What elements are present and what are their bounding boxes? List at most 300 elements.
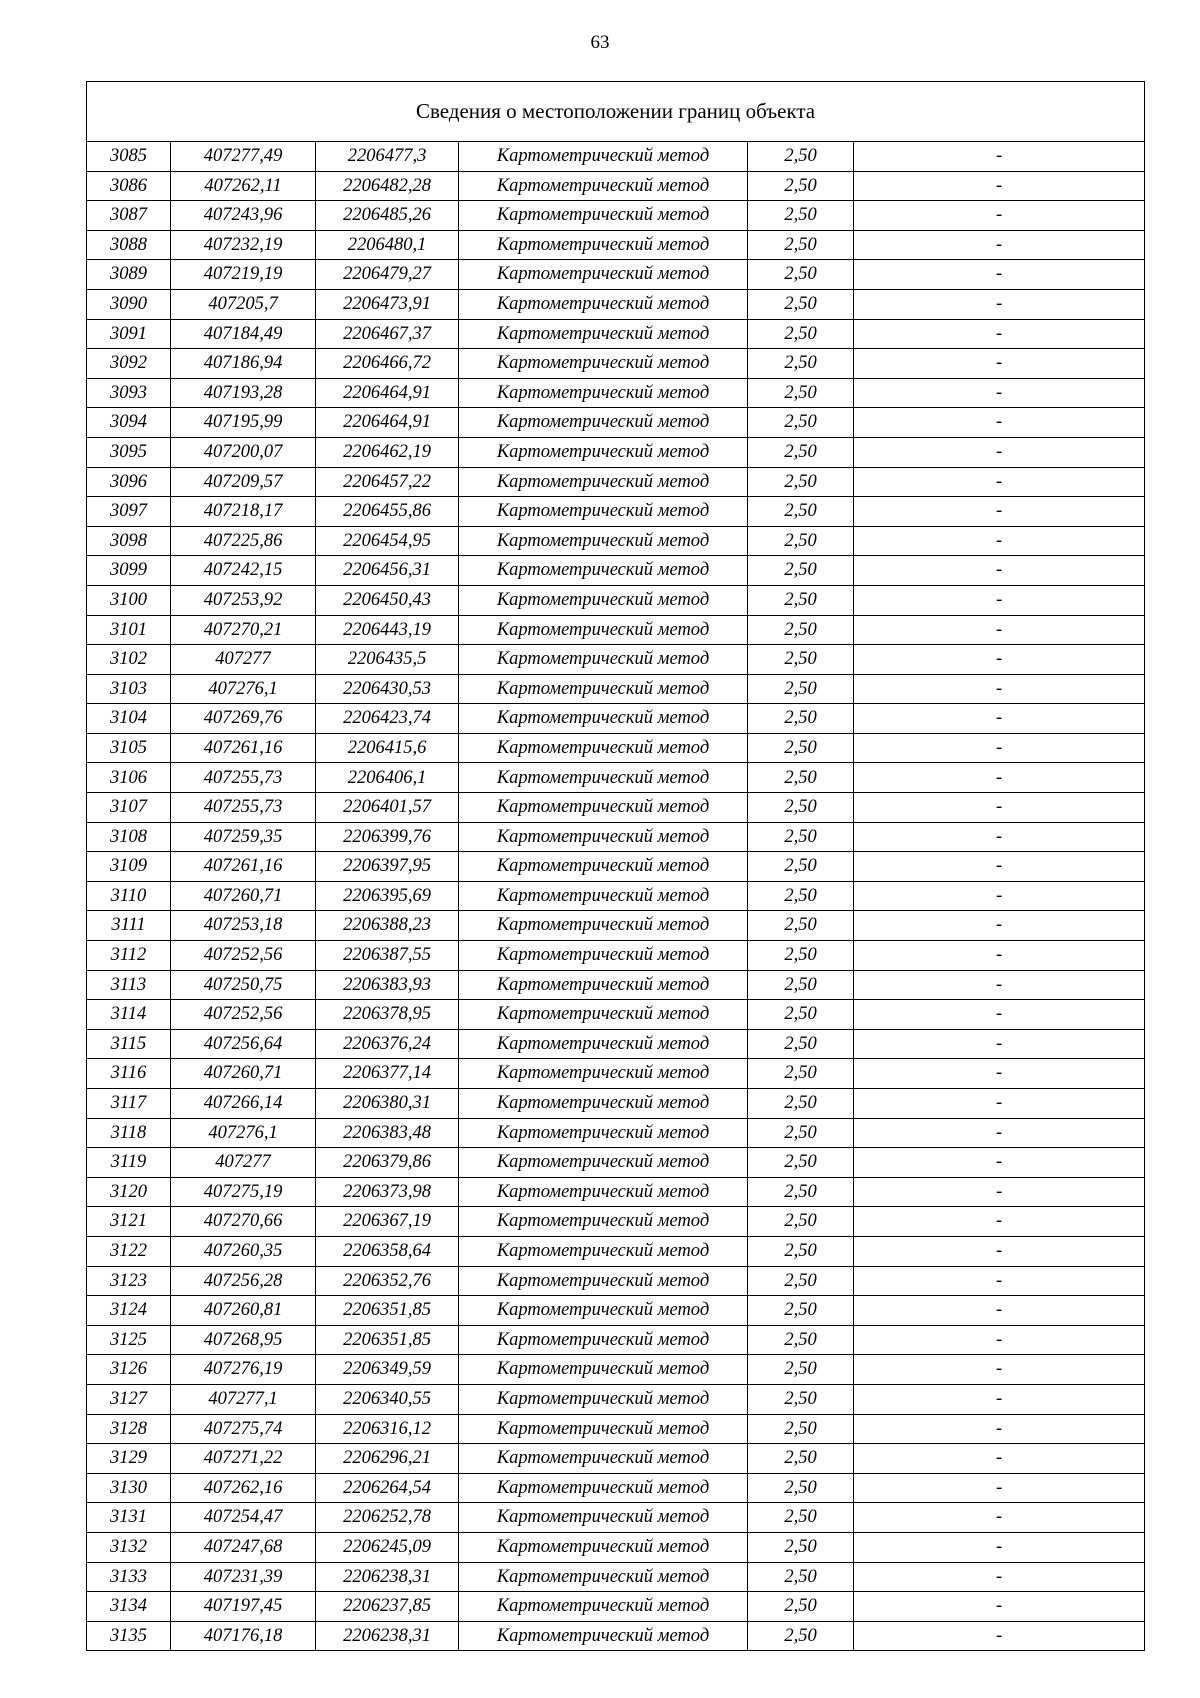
method-cell: Картометрический метод [459,1296,748,1326]
x-coordinate-cell: 407218,17 [171,497,316,527]
method-cell: Картометрический метод [459,1148,748,1178]
point-number-cell: 3097 [87,497,171,527]
accuracy-cell: 2,50 [748,1118,854,1148]
point-number-cell: 3098 [87,526,171,556]
x-coordinate-cell: 407247,68 [171,1532,316,1562]
x-coordinate-cell: 407260,71 [171,1059,316,1089]
accuracy-cell: 2,50 [748,142,854,172]
table-row [87,1384,1145,1414]
x-coordinate-cell: 407255,73 [171,763,316,793]
accuracy-cell: 2,50 [748,1089,854,1119]
point-number-cell: 3100 [87,585,171,615]
x-coordinate-cell: 407277,1 [171,1384,316,1414]
point-number-cell: 3107 [87,793,171,823]
y-coordinate-cell: 2206423,74 [316,704,459,734]
table-row [87,1118,1145,1148]
x-coordinate-cell: 407260,81 [171,1296,316,1326]
method-cell: Картометрический метод [459,556,748,586]
y-coordinate-cell: 2206462,19 [316,437,459,467]
table-row [87,1059,1145,1089]
table-row [87,171,1145,201]
accuracy-cell: 2,50 [748,1148,854,1178]
table-row [87,1532,1145,1562]
note-cell: - [854,378,1145,408]
table-row [87,822,1145,852]
x-coordinate-cell: 407176,18 [171,1621,316,1651]
note-cell: - [854,1029,1145,1059]
method-cell: Картометрический метод [459,408,748,438]
table-row [87,674,1145,704]
table-row [87,289,1145,319]
accuracy-cell: 2,50 [748,1177,854,1207]
accuracy-cell: 2,50 [748,1592,854,1622]
accuracy-cell: 2,50 [748,408,854,438]
note-cell: - [854,1503,1145,1533]
method-cell: Картометрический метод [459,585,748,615]
y-coordinate-cell: 2206367,19 [316,1207,459,1237]
x-coordinate-cell: 407259,35 [171,822,316,852]
accuracy-cell: 2,50 [748,881,854,911]
table-title: Сведения о местоположении границ объекта [87,82,1145,142]
method-cell: Картометрический метод [459,793,748,823]
point-number-cell: 3115 [87,1029,171,1059]
y-coordinate-cell: 2206316,12 [316,1414,459,1444]
table-row [87,793,1145,823]
x-coordinate-cell: 407242,15 [171,556,316,586]
y-coordinate-cell: 2206456,31 [316,556,459,586]
table-row [87,763,1145,793]
page-number: 63 [590,32,610,53]
note-cell: - [854,1325,1145,1355]
table-row [87,497,1145,527]
table-row [87,645,1145,675]
x-coordinate-cell: 407261,16 [171,852,316,882]
method-cell: Картометрический метод [459,260,748,290]
point-number-cell: 3085 [87,142,171,172]
point-number-cell: 3111 [87,911,171,941]
method-cell: Картометрический метод [459,1089,748,1119]
accuracy-cell: 2,50 [748,970,854,1000]
x-coordinate-cell: 407184,49 [171,319,316,349]
x-coordinate-cell: 407209,57 [171,467,316,497]
method-cell: Картометрический метод [459,1118,748,1148]
x-coordinate-cell: 407256,64 [171,1029,316,1059]
y-coordinate-cell: 2206237,85 [316,1592,459,1622]
table-row [87,1089,1145,1119]
table-row [87,260,1145,290]
accuracy-cell: 2,50 [748,585,854,615]
method-cell: Картометрический метод [459,171,748,201]
note-cell: - [854,230,1145,260]
method-cell: Картометрический метод [459,674,748,704]
point-number-cell: 3134 [87,1592,171,1622]
point-number-cell: 3109 [87,852,171,882]
y-coordinate-cell: 2206464,91 [316,408,459,438]
method-cell: Картометрический метод [459,349,748,379]
table-row [87,1473,1145,1503]
note-cell: - [854,497,1145,527]
method-cell: Картометрический метод [459,941,748,971]
point-number-cell: 3090 [87,289,171,319]
method-cell: Картометрический метод [459,289,748,319]
method-cell: Картометрический метод [459,467,748,497]
table-row [87,1592,1145,1622]
table-row [87,911,1145,941]
x-coordinate-cell: 407253,18 [171,911,316,941]
method-cell: Картометрический метод [459,1592,748,1622]
accuracy-cell: 2,50 [748,941,854,971]
point-number-cell: 3103 [87,674,171,704]
note-cell: - [854,526,1145,556]
note-cell: - [854,704,1145,734]
y-coordinate-cell: 2206351,85 [316,1296,459,1326]
table-row [87,941,1145,971]
note-cell: - [854,408,1145,438]
x-coordinate-cell: 407276,1 [171,674,316,704]
table-row [87,526,1145,556]
accuracy-cell: 2,50 [748,615,854,645]
table-row [87,1177,1145,1207]
point-number-cell: 3113 [87,970,171,1000]
y-coordinate-cell: 2206443,19 [316,615,459,645]
point-number-cell: 3089 [87,260,171,290]
y-coordinate-cell: 2206296,21 [316,1444,459,1474]
y-coordinate-cell: 2206480,1 [316,230,459,260]
accuracy-cell: 2,50 [748,1384,854,1414]
point-number-cell: 3130 [87,1473,171,1503]
accuracy-cell: 2,50 [748,437,854,467]
x-coordinate-cell: 407268,95 [171,1325,316,1355]
note-cell: - [854,970,1145,1000]
note-cell: - [854,852,1145,882]
table-row [87,615,1145,645]
x-coordinate-cell: 407243,96 [171,201,316,231]
method-cell: Картометрический метод [459,1000,748,1030]
accuracy-cell: 2,50 [748,1296,854,1326]
note-cell: - [854,733,1145,763]
x-coordinate-cell: 407197,45 [171,1592,316,1622]
note-cell: - [854,911,1145,941]
method-cell: Картометрический метод [459,763,748,793]
method-cell: Картометрический метод [459,1473,748,1503]
accuracy-cell: 2,50 [748,289,854,319]
point-number-cell: 3128 [87,1414,171,1444]
point-number-cell: 3129 [87,1444,171,1474]
point-number-cell: 3105 [87,733,171,763]
note-cell: - [854,1592,1145,1622]
note-cell: - [854,171,1145,201]
y-coordinate-cell: 2206454,95 [316,526,459,556]
note-cell: - [854,1118,1145,1148]
note-cell: - [854,1532,1145,1562]
method-cell: Картометрический метод [459,1503,748,1533]
accuracy-cell: 2,50 [748,1444,854,1474]
accuracy-cell: 2,50 [748,1562,854,1592]
accuracy-cell: 2,50 [748,852,854,882]
accuracy-cell: 2,50 [748,793,854,823]
accuracy-cell: 2,50 [748,1532,854,1562]
accuracy-cell: 2,50 [748,645,854,675]
table-row [87,733,1145,763]
note-cell: - [854,319,1145,349]
method-cell: Картометрический метод [459,378,748,408]
note-cell: - [854,437,1145,467]
y-coordinate-cell: 2206349,59 [316,1355,459,1385]
point-number-cell: 3120 [87,1177,171,1207]
table-row [87,1355,1145,1385]
table-row [87,556,1145,586]
accuracy-cell: 2,50 [748,1059,854,1089]
point-number-cell: 3124 [87,1296,171,1326]
y-coordinate-cell: 2206376,24 [316,1029,459,1059]
method-cell: Картометрический метод [459,1177,748,1207]
table-row [87,970,1145,1000]
accuracy-cell: 2,50 [748,497,854,527]
note-cell: - [854,1177,1145,1207]
point-number-cell: 3110 [87,881,171,911]
y-coordinate-cell: 2206466,72 [316,349,459,379]
point-number-cell: 3106 [87,763,171,793]
accuracy-cell: 2,50 [748,911,854,941]
y-coordinate-cell: 2206430,53 [316,674,459,704]
table-row [87,349,1145,379]
y-coordinate-cell: 2206379,86 [316,1148,459,1178]
method-cell: Картометрический метод [459,733,748,763]
point-number-cell: 3118 [87,1118,171,1148]
note-cell: - [854,585,1145,615]
x-coordinate-cell: 407277 [171,645,316,675]
note-cell: - [854,645,1145,675]
table-row [87,1444,1145,1474]
y-coordinate-cell: 2206401,57 [316,793,459,823]
y-coordinate-cell: 2206482,28 [316,171,459,201]
y-coordinate-cell: 2206464,91 [316,378,459,408]
table-row [87,1414,1145,1444]
accuracy-cell: 2,50 [748,1236,854,1266]
method-cell: Картометрический метод [459,911,748,941]
accuracy-cell: 2,50 [748,674,854,704]
table-body [87,142,1145,1651]
x-coordinate-cell: 407219,19 [171,260,316,290]
y-coordinate-cell: 2206450,43 [316,585,459,615]
x-coordinate-cell: 407275,19 [171,1177,316,1207]
method-cell: Картометрический метод [459,201,748,231]
point-number-cell: 3101 [87,615,171,645]
method-cell: Картометрический метод [459,1059,748,1089]
y-coordinate-cell: 2206395,69 [316,881,459,911]
accuracy-cell: 2,50 [748,1029,854,1059]
note-cell: - [854,1355,1145,1385]
accuracy-cell: 2,50 [748,1414,854,1444]
x-coordinate-cell: 407186,94 [171,349,316,379]
note-cell: - [854,1148,1145,1178]
x-coordinate-cell: 407256,28 [171,1266,316,1296]
x-coordinate-cell: 407200,07 [171,437,316,467]
point-number-cell: 3088 [87,230,171,260]
method-cell: Картометрический метод [459,437,748,467]
note-cell: - [854,1266,1145,1296]
table-row [87,1029,1145,1059]
table-row [87,467,1145,497]
x-coordinate-cell: 407261,16 [171,733,316,763]
table-row [87,1236,1145,1266]
y-coordinate-cell: 2206397,95 [316,852,459,882]
x-coordinate-cell: 407254,47 [171,1503,316,1533]
x-coordinate-cell: 407193,28 [171,378,316,408]
accuracy-cell: 2,50 [748,1000,854,1030]
point-number-cell: 3122 [87,1236,171,1266]
method-cell: Картометрический метод [459,526,748,556]
y-coordinate-cell: 2206352,76 [316,1266,459,1296]
y-coordinate-cell: 2206252,78 [316,1503,459,1533]
y-coordinate-cell: 2206435,5 [316,645,459,675]
method-cell: Картометрический метод [459,852,748,882]
y-coordinate-cell: 2206245,09 [316,1532,459,1562]
point-number-cell: 3093 [87,378,171,408]
accuracy-cell: 2,50 [748,260,854,290]
method-cell: Картометрический метод [459,1414,748,1444]
point-number-cell: 3126 [87,1355,171,1385]
table-row [87,437,1145,467]
point-number-cell: 3125 [87,1325,171,1355]
point-number-cell: 3121 [87,1207,171,1237]
point-number-cell: 3132 [87,1532,171,1562]
table-row [87,1000,1145,1030]
table-row [87,1503,1145,1533]
point-number-cell: 3117 [87,1089,171,1119]
boundary-table-container [86,81,1144,1651]
note-cell: - [854,260,1145,290]
x-coordinate-cell: 407252,56 [171,1000,316,1030]
y-coordinate-cell: 2206351,85 [316,1325,459,1355]
note-cell: - [854,1207,1145,1237]
point-number-cell: 3086 [87,171,171,201]
y-coordinate-cell: 2206473,91 [316,289,459,319]
method-cell: Картометрический метод [459,1355,748,1385]
x-coordinate-cell: 407250,75 [171,970,316,1000]
accuracy-cell: 2,50 [748,1503,854,1533]
x-coordinate-cell: 407276,19 [171,1355,316,1385]
point-number-cell: 3099 [87,556,171,586]
table-row [87,1148,1145,1178]
x-coordinate-cell: 407260,35 [171,1236,316,1266]
x-coordinate-cell: 407232,19 [171,230,316,260]
table-row [87,142,1145,172]
y-coordinate-cell: 2206383,93 [316,970,459,1000]
method-cell: Картометрический метод [459,645,748,675]
accuracy-cell: 2,50 [748,171,854,201]
accuracy-cell: 2,50 [748,319,854,349]
note-cell: - [854,1414,1145,1444]
y-coordinate-cell: 2206388,23 [316,911,459,941]
x-coordinate-cell: 407195,99 [171,408,316,438]
y-coordinate-cell: 2206340,55 [316,1384,459,1414]
note-cell: - [854,941,1145,971]
point-number-cell: 3104 [87,704,171,734]
note-cell: - [854,822,1145,852]
y-coordinate-cell: 2206377,14 [316,1059,459,1089]
y-coordinate-cell: 2206238,31 [316,1621,459,1651]
x-coordinate-cell: 407270,66 [171,1207,316,1237]
boundary-coordinates-table [86,81,1145,1651]
point-number-cell: 3095 [87,437,171,467]
method-cell: Картометрический метод [459,1236,748,1266]
y-coordinate-cell: 2206378,95 [316,1000,459,1030]
accuracy-cell: 2,50 [748,230,854,260]
y-coordinate-cell: 2206387,55 [316,941,459,971]
method-cell: Картометрический метод [459,704,748,734]
table-row [87,378,1145,408]
method-cell: Картометрический метод [459,1207,748,1237]
x-coordinate-cell: 407275,74 [171,1414,316,1444]
accuracy-cell: 2,50 [748,1325,854,1355]
note-cell: - [854,1000,1145,1030]
note-cell: - [854,289,1145,319]
accuracy-cell: 2,50 [748,704,854,734]
y-coordinate-cell: 2206485,26 [316,201,459,231]
x-coordinate-cell: 407255,73 [171,793,316,823]
method-cell: Картометрический метод [459,1562,748,1592]
y-coordinate-cell: 2206399,76 [316,822,459,852]
note-cell: - [854,1089,1145,1119]
x-coordinate-cell: 407277 [171,1148,316,1178]
table-row [87,1296,1145,1326]
y-coordinate-cell: 2206455,86 [316,497,459,527]
accuracy-cell: 2,50 [748,467,854,497]
point-number-cell: 3135 [87,1621,171,1651]
table-row [87,1207,1145,1237]
x-coordinate-cell: 407252,56 [171,941,316,971]
note-cell: - [854,615,1145,645]
point-number-cell: 3112 [87,941,171,971]
y-coordinate-cell: 2206383,48 [316,1118,459,1148]
y-coordinate-cell: 2206380,31 [316,1089,459,1119]
point-number-cell: 3131 [87,1503,171,1533]
x-coordinate-cell: 407269,76 [171,704,316,734]
x-coordinate-cell: 407253,92 [171,585,316,615]
method-cell: Картометрический метод [459,615,748,645]
note-cell: - [854,1384,1145,1414]
table-row [87,230,1145,260]
note-cell: - [854,556,1145,586]
note-cell: - [854,142,1145,172]
table-row [87,1266,1145,1296]
method-cell: Картометрический метод [459,1444,748,1474]
x-coordinate-cell: 407260,71 [171,881,316,911]
y-coordinate-cell: 2206406,1 [316,763,459,793]
y-coordinate-cell: 2206415,6 [316,733,459,763]
method-cell: Картометрический метод [459,1266,748,1296]
accuracy-cell: 2,50 [748,1621,854,1651]
note-cell: - [854,763,1145,793]
note-cell: - [854,1621,1145,1651]
point-number-cell: 3102 [87,645,171,675]
note-cell: - [854,349,1145,379]
method-cell: Картометрический метод [459,230,748,260]
accuracy-cell: 2,50 [748,733,854,763]
table-row [87,852,1145,882]
accuracy-cell: 2,50 [748,763,854,793]
method-cell: Картометрический метод [459,319,748,349]
point-number-cell: 3127 [87,1384,171,1414]
point-number-cell: 3123 [87,1266,171,1296]
note-cell: - [854,1236,1145,1266]
method-cell: Картометрический метод [459,497,748,527]
note-cell: - [854,1473,1145,1503]
method-cell: Картометрический метод [459,881,748,911]
x-coordinate-cell: 407205,7 [171,289,316,319]
table-row [87,704,1145,734]
